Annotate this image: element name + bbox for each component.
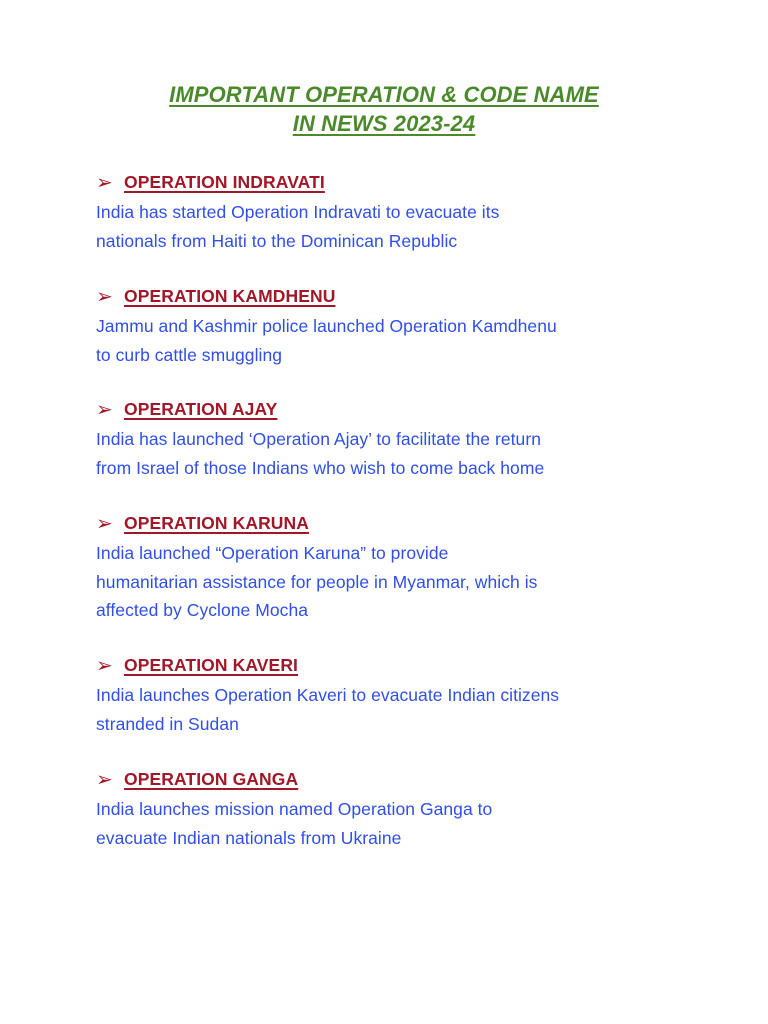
operation-heading: OPERATION INDRAVATI [124, 172, 325, 192]
title-line-1: IMPORTANT OPERATION & CODE NAME [169, 82, 599, 107]
operation-description: Jammu and Kashmir police launched Operation Kamdhenu to curb cattle smuggling [96, 316, 557, 365]
operation-description: India has launched ‘Operation Ajay’ to facilitate the return from Israel of those Indians who wish to come back home [96, 429, 545, 478]
operation-heading-row [96, 767, 696, 791]
arrowhead-bullet-icon: ➢ [96, 284, 113, 308]
operation-section-ganga [96, 767, 696, 852]
operation-description: India launched “Operation Karuna” to provide humanitarian assistance for people in Myanmar, which is affected by Cyclone Mocha [96, 543, 538, 620]
operation-heading-row [96, 653, 696, 677]
operation-description: India launches mission named Operation Ganga to evacuate Indian nationals from Ukraine [96, 799, 493, 848]
operation-section-karuna [96, 511, 696, 625]
operation-heading-row [96, 170, 696, 194]
operation-heading-row [96, 397, 696, 421]
operation-heading: OPERATION GANGA [124, 769, 299, 789]
operation-heading-row [96, 284, 696, 308]
operation-heading: OPERATION KAMDHENU [124, 286, 336, 306]
document-title [0, 80, 768, 138]
arrowhead-bullet-icon: ➢ [96, 767, 113, 791]
operation-heading: OPERATION KARUNA [124, 513, 310, 533]
arrowhead-bullet-icon: ➢ [96, 170, 113, 194]
arrowhead-bullet-icon: ➢ [96, 511, 113, 535]
operation-heading-row [96, 511, 696, 535]
operation-section-kamdhenu [96, 284, 696, 369]
operation-description: India launches Operation Kaveri to evacuate Indian citizens stranded in Sudan [96, 685, 560, 734]
operation-section-indravati [96, 170, 696, 255]
operation-heading: OPERATION AJAY [124, 399, 278, 419]
operation-description: India has started Operation Indravati to evacuate its nationals from Haiti to the Dominican Republic [96, 202, 500, 251]
operation-section-ajay [96, 397, 696, 482]
arrowhead-bullet-icon: ➢ [96, 653, 113, 677]
arrowhead-bullet-icon: ➢ [96, 397, 113, 421]
title-line-2: IN NEWS 2023-24 [292, 111, 476, 136]
operation-heading: OPERATION KAVERI [124, 655, 299, 675]
operation-section-kaveri [96, 653, 696, 738]
